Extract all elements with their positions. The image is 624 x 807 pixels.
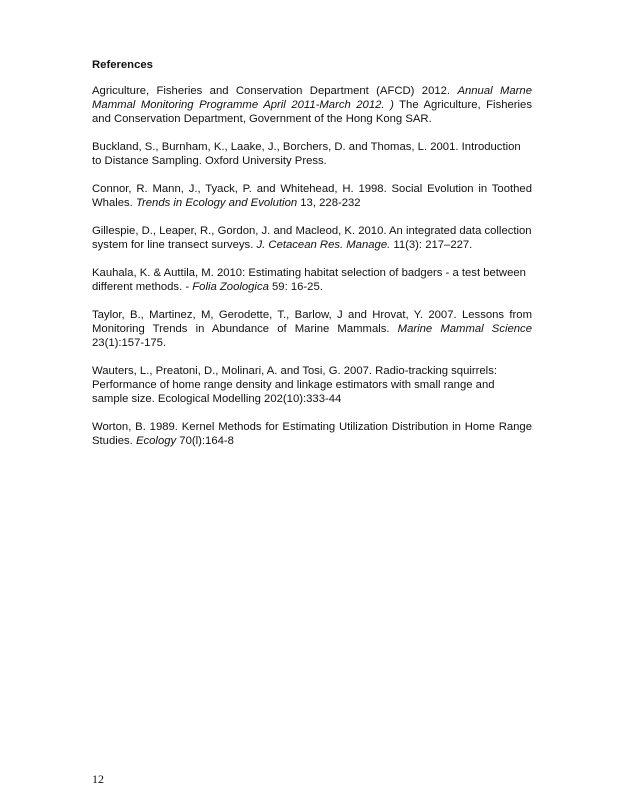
page-content — [92, 58, 532, 462]
reference-italic-text: J. Cetacean Res. Manage. — [256, 239, 391, 251]
reference-italic-text: Folia Zoologica — [192, 281, 269, 293]
reference-text: 11(3): 217–227. — [390, 239, 473, 251]
reference-text: Connor, R. Mann, J., Tyack, P. and Whitehead, H. 1998. Social Evolution in Toothed Whales. — [92, 183, 532, 209]
reference-text: 23(1):157-175. — [92, 337, 167, 349]
reference-entry — [92, 364, 532, 406]
reference-italic-text: Marine Mammal Science — [397, 323, 532, 335]
reference-entry — [92, 182, 532, 210]
reference-text: 59: 16-25. — [268, 281, 323, 293]
reference-text: The Agriculture, Fisheries and Conservation Department, Government of the Hong Kong SAR. — [92, 99, 532, 125]
reference-list — [92, 84, 532, 448]
reference-entry — [92, 224, 532, 252]
reference-text: Worton, B. 1989. Kernel Methods for Estimating Utilization Distribution in Home Range Studies. — [92, 421, 532, 447]
reference-entry — [92, 140, 532, 168]
reference-italic-text: Trends in Ecology and Evolution — [135, 197, 298, 209]
references-heading: References — [92, 59, 153, 71]
reference-text: Wauters, L., Preatoni, D., Molinari, A. and Tosi, G. 2007. Radio-tracking squirrels: Performance of home range density and linkage estimators with small range and sample size. Ecological Modelling 202(10):333-44 — [92, 365, 497, 405]
page-number: 12 — [92, 772, 104, 786]
reference-text: Taylor, B., Martinez, M, Gerodette, T., Barlow, J and Hrovat, Y. 2007. Lessons from Monitoring Trends in Abundance of Marine Mammals. — [92, 309, 532, 335]
reference-text: 70(l):164-8 — [176, 435, 234, 447]
reference-italic-text: Ecology — [135, 435, 177, 447]
reference-text: Agriculture, Fisheries and Conservation Department (AFCD) 2012. — [92, 85, 458, 97]
reference-text: Buckland, S., Burnham, K., Laake, J., Borchers, D. and Thomas, L. 2001. Introduction to Distance Sampling. Oxford University Press. — [92, 141, 521, 167]
reference-entry — [92, 84, 532, 126]
reference-entry — [92, 266, 532, 294]
reference-text: Gillespie, D., Leaper, R., Gordon, J. and Macleod, K. 2010. An integrated data collection system for line transect surveys. — [92, 225, 532, 251]
reference-entry — [92, 420, 532, 448]
reference-text: 13, 228-232 — [297, 197, 361, 209]
reference-entry — [92, 308, 532, 350]
reference-italic-text: Annual Marne Mammal Monitoring Programme April 2011-March 2012. ) — [92, 85, 532, 111]
reference-text: Kauhala, K. & Auttila, M. 2010: Estimating habitat selection of badgers - a test between different methods. - — [92, 267, 526, 293]
